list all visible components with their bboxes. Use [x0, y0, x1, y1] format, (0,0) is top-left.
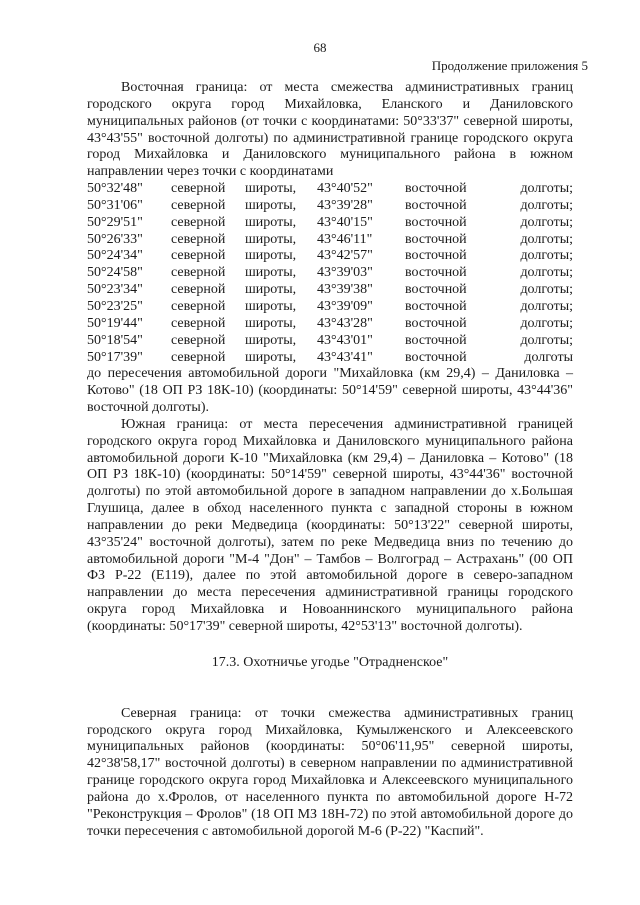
coordinate-lon-label: долготы;: [520, 197, 573, 213]
appendix-continuation-note: Продолжение приложения 5: [431, 58, 588, 73]
coordinate-lat-word: северной: [171, 265, 226, 281]
coordinate-lon-word: восточной: [405, 214, 467, 230]
section-title: 17.3. Охотничье угодье "Отрадненское": [211, 654, 449, 670]
coordinate-lon: 43°39'28": [317, 197, 373, 213]
coordinate-lon: 43°39'09": [317, 298, 373, 314]
coordinate-lat-word: северной: [171, 197, 226, 213]
coordinate-lon-label: долготы;: [520, 298, 573, 314]
coordinate-row: [87, 316, 573, 333]
coordinate-lon: 43°43'28": [317, 315, 373, 331]
coordinate-lon: 43°40'52": [317, 181, 373, 197]
coordinate-lon-word: восточной: [405, 248, 467, 264]
coordinate-lat-word: северной: [171, 231, 226, 247]
coordinate-lat: 50°24'34": [87, 248, 143, 264]
coordinate-row: [87, 181, 573, 198]
coordinate-lat-label: широты,: [245, 248, 297, 264]
coordinate-lat-label: широты,: [245, 282, 297, 298]
south-border-paragraph: Южная граница: от места пересечения административной границей городского округа город Михайловка и Даниловского муниципального района автомобильной дороги К-10 "Михайловка (км 29,4) – Даниловка – Котово" (18 ОП РЗ 18К-10) (координаты: 50°14'59" северной широты, 43°44'36" восточной долготы) по этой автомобильной дороге в западном направлении до х.Большая Глушица, далее в обход населенного пункта с западной стороны в южном направлении до реки Медведица (координаты: 50°13'22" северной широты, 43°35'24" восточной долготы), затем по реке Медведица вниз по течению до автомобильной дороги "М-4 "Дон" – Тамбов – Волгоград – Астрахань" (00 ОП ФЗ Р-22 (Е119), далее по этой автомобильной дороге в северо-западном направлении до места пересечения административной границы городского округа город Михайловка и Новоаннинского муниципального района (координаты: 50°17'39" северной широты, 42°53'13" восточной долготы).: [87, 416, 573, 634]
east-border-intro: Восточная граница: от места смежества административных границ городского округа город Михайловка, Еланского и Даниловского муниципальных районов (от точки с координатами: 50°33'37" северной широты, 43°43'55" восточной долготы) по административной границе городского округа город Михайловка и Даниловского муниципального района в южном направлении через точки с координатами: [87, 80, 573, 180]
coordinate-list: [87, 181, 573, 366]
coordinate-lat-word: северной: [171, 282, 226, 298]
coordinate-lon-word: восточной: [405, 231, 467, 247]
coordinate-lat-word: северной: [171, 332, 226, 348]
coordinate-lat: 50°23'25": [87, 298, 143, 314]
coordinate-row: [87, 350, 573, 367]
coordinate-lon: 43°39'03": [317, 265, 373, 281]
coordinate-lon-label: долготы: [524, 349, 573, 365]
coordinate-lat: 50°18'54": [87, 332, 143, 348]
coordinate-lat-label: широты,: [245, 349, 297, 365]
coordinate-lat: 50°24'58": [87, 265, 143, 281]
coordinate-row: [87, 248, 573, 265]
coordinate-lon-word: восточной: [405, 181, 467, 197]
coordinate-row: [87, 333, 573, 350]
coordinate-lat-word: северной: [171, 248, 226, 264]
coordinate-row: [87, 265, 573, 282]
coordinate-lon-label: долготы;: [520, 265, 573, 281]
coordinate-lon-label: долготы;: [520, 282, 573, 298]
coordinate-row: [87, 232, 573, 249]
coordinate-lon-word: восточной: [405, 349, 467, 365]
coordinate-lat-word: северной: [171, 315, 226, 331]
coordinate-lat-label: широты,: [245, 315, 297, 331]
coordinate-lat: 50°31'06": [87, 197, 143, 213]
coordinate-lon-word: восточной: [405, 265, 467, 281]
coordinate-lat-label: широты,: [245, 214, 297, 230]
coordinate-lat-word: северной: [171, 349, 226, 365]
coordinate-lat-word: северной: [171, 181, 226, 197]
coordinate-lat-label: широты,: [245, 197, 297, 213]
coordinate-lat: 50°32'48": [87, 181, 143, 197]
coordinate-lon-label: долготы;: [520, 332, 573, 348]
coordinate-lon-label: долготы;: [520, 248, 573, 264]
coordinate-lon-word: восточной: [405, 315, 467, 331]
coordinate-lon-word: восточной: [405, 332, 467, 348]
coordinate-lat: 50°19'44": [87, 315, 143, 331]
north-border-paragraph: Северная граница: от точки смежества административных границ городского округа город Михайловка, Кумылженского и Алексеевского муниципальных районов (координаты: 50°06'11,95" северной широты, 42°38'58,17" восточной долготы) в северном направлении по административной границе городского округа город Михайловка и Алексеевского муниципального района до х.Фролов, от населенного пункта по автомобильной дороге Н-72 "Реконструкция – Фролов" (18 ОП МЗ 18Н-72) по этой автомобильной дороге до точки пересечения с автомобильной дорогой М-6 (Р-22) "Каспий".: [87, 705, 573, 839]
coordinate-lat-word: северной: [171, 298, 226, 314]
coordinate-lat-label: широты,: [245, 265, 297, 281]
coordinate-row: [87, 282, 573, 299]
coordinate-lon-word: восточной: [405, 298, 467, 314]
coordinate-lon-word: восточной: [405, 282, 467, 298]
coordinate-lat: 50°29'51": [87, 214, 143, 230]
coordinate-row: [87, 215, 573, 232]
east-border-closing: до пересечения автомобильной дороги "Михайловка (км 29,4) – Даниловка – Котово" (18 ОП РЗ 18К-10) (координаты: 50°14'59" северной широты, 43°44'36" восточной долготы).: [87, 366, 573, 416]
coordinate-lon-label: долготы;: [520, 231, 573, 247]
coordinate-lon: 43°40'15": [317, 214, 373, 230]
coordinate-lon-label: долготы;: [520, 315, 573, 331]
page-number: 68: [313, 40, 327, 55]
coordinate-lat: 50°26'33": [87, 231, 143, 247]
coordinate-lat-label: широты,: [245, 332, 297, 348]
coordinate-lon: 43°43'41": [317, 349, 373, 365]
coordinate-lon: 43°46'11": [317, 231, 373, 247]
coordinate-row: [87, 198, 573, 215]
coordinate-lon: 43°42'57": [317, 248, 373, 264]
coordinate-lat: 50°23'34": [87, 282, 143, 298]
coordinate-lat-label: широты,: [245, 181, 297, 197]
coordinate-lon-label: долготы;: [520, 214, 573, 230]
coordinate-lat-label: широты,: [245, 298, 297, 314]
coordinate-lon: 43°39'38": [317, 282, 373, 298]
coordinate-row: [87, 299, 573, 316]
coordinate-lon-label: долготы;: [520, 181, 573, 197]
document-body: [87, 80, 573, 840]
coordinate-lat: 50°17'39": [87, 349, 143, 365]
coordinate-lon: 43°43'01": [317, 332, 373, 348]
coordinate-lon-word: восточной: [405, 197, 467, 213]
coordinate-lat-label: широты,: [245, 231, 297, 247]
coordinate-lat-word: северной: [171, 214, 226, 230]
